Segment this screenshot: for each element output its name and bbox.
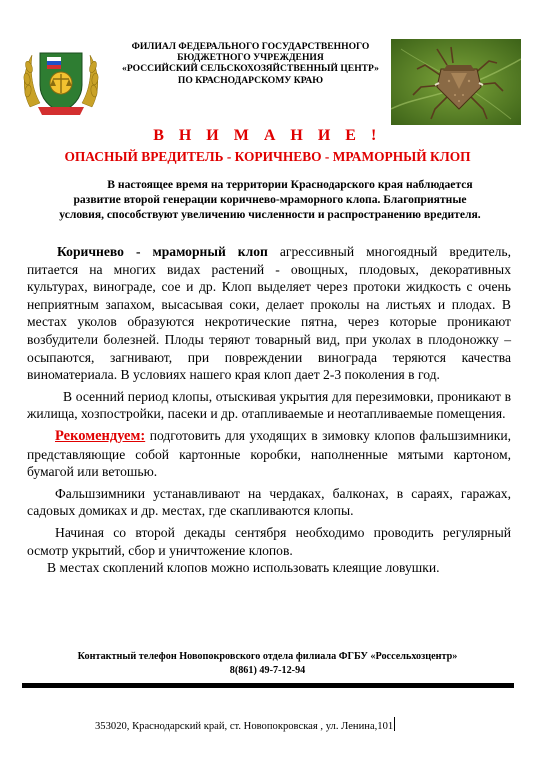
- intro-line: развитие второй генерации коричнево-мраморного клопа. Благоприятные: [73, 193, 467, 206]
- contact-block: [0, 650, 535, 678]
- paragraph-recommendation: [27, 427, 511, 481]
- text-cursor: [394, 717, 395, 731]
- intro-paragraph: [30, 177, 510, 222]
- attention-heading: В Н И М А Н И Е !: [153, 127, 382, 144]
- paragraph-sticky-traps: В местах скоплений клопов можно использовать клеящие ловушки.: [47, 560, 440, 576]
- organization-header: [118, 41, 383, 86]
- intro-line: условия, способствуют увеличению численности и распространению вредителя.: [59, 208, 481, 221]
- paragraph-description: [27, 243, 511, 384]
- org-line: «РОССИЙСКИЙ СЕЛЬСКОХОЗЯЙСТВЕННЫЙ ЦЕНТР»: [122, 63, 379, 75]
- subtitle-heading: ОПАСНЫЙ ВРЕДИТЕЛЬ - КОРИЧНЕВО - МРАМОРНЫЙ КЛОП: [64, 149, 471, 164]
- stink-bug-photo: [391, 39, 521, 125]
- intro-line: В настоящее время на территории Краснодарского края наблюдается: [107, 178, 473, 191]
- org-line: ПО КРАСНОДАРСКОМУ КРАЮ: [177, 74, 324, 86]
- org-line: ФИЛИАЛ ФЕДЕРАЛЬНОГО ГОСУДАРСТВЕННОГО: [131, 41, 370, 52]
- address-text: 353020, Краснодарский край, ст. Новопокровская , ул. Ленина,101: [95, 721, 394, 732]
- paragraph-autumn: В осенний период клопы, отыскивая укрытия для перезимовки, проникают в жилища, хозпостройки, пасеки и др. отапливаемые и неотапливаемые помещения.: [27, 388, 511, 422]
- emblem-icon: [20, 37, 102, 121]
- footer-address: [95, 717, 395, 732]
- body-text: [27, 243, 511, 577]
- contact-phone: 8(861) 49-7-12-94: [229, 665, 306, 676]
- paragraph-traps-placement: Фальшзимники устанавливают на чердаках, балконах, в сараях, гаражах, садовых домиках и др. местах, где скапливаются клопы.: [27, 485, 511, 519]
- bug-name: Коричнево - мраморный клоп: [57, 244, 268, 259]
- paragraph-text: агрессивный многоядный вредитель, питается на многих видах растений - овощных, плодовых, декоративных культурах, винограде, сое и др. Клоп выделяет через протоки жидкость с очень неприятным запахом, высасывая соки, делает проколы на листьях и плодах. В местах уколов образуются некротические пятна, через которые проникают возбудители болезней. Плоды теряют товарный вид, при уколах в плодоножку – осыпаются, загнивают, при повреждении винограда теряются качества виноматериала. В условиях нашего края клоп дает 2-3 поколения в год.: [27, 244, 511, 383]
- contact-line: Контактный телефон Новопокровского отдела филиала ФГБУ «Россельхозцентр»: [77, 651, 458, 662]
- org-line: БЮДЖЕТНОГО УЧРЕЖДЕНИЯ: [177, 52, 324, 64]
- paragraph-inspection: Начиная со второй декады сентября необходимо проводить регулярный осмотр укрытий, сбор и уничтожение клопов.: [27, 524, 511, 558]
- recommend-label: Рекомендуем:: [55, 427, 146, 444]
- divider: [22, 683, 514, 688]
- paragraph-text: подготовить для уходящих в зимовку клопов фальшзимники, представляющие собой картонные коробки, наполненные мятыми картоном, бумагой или ветошью.: [27, 427, 511, 480]
